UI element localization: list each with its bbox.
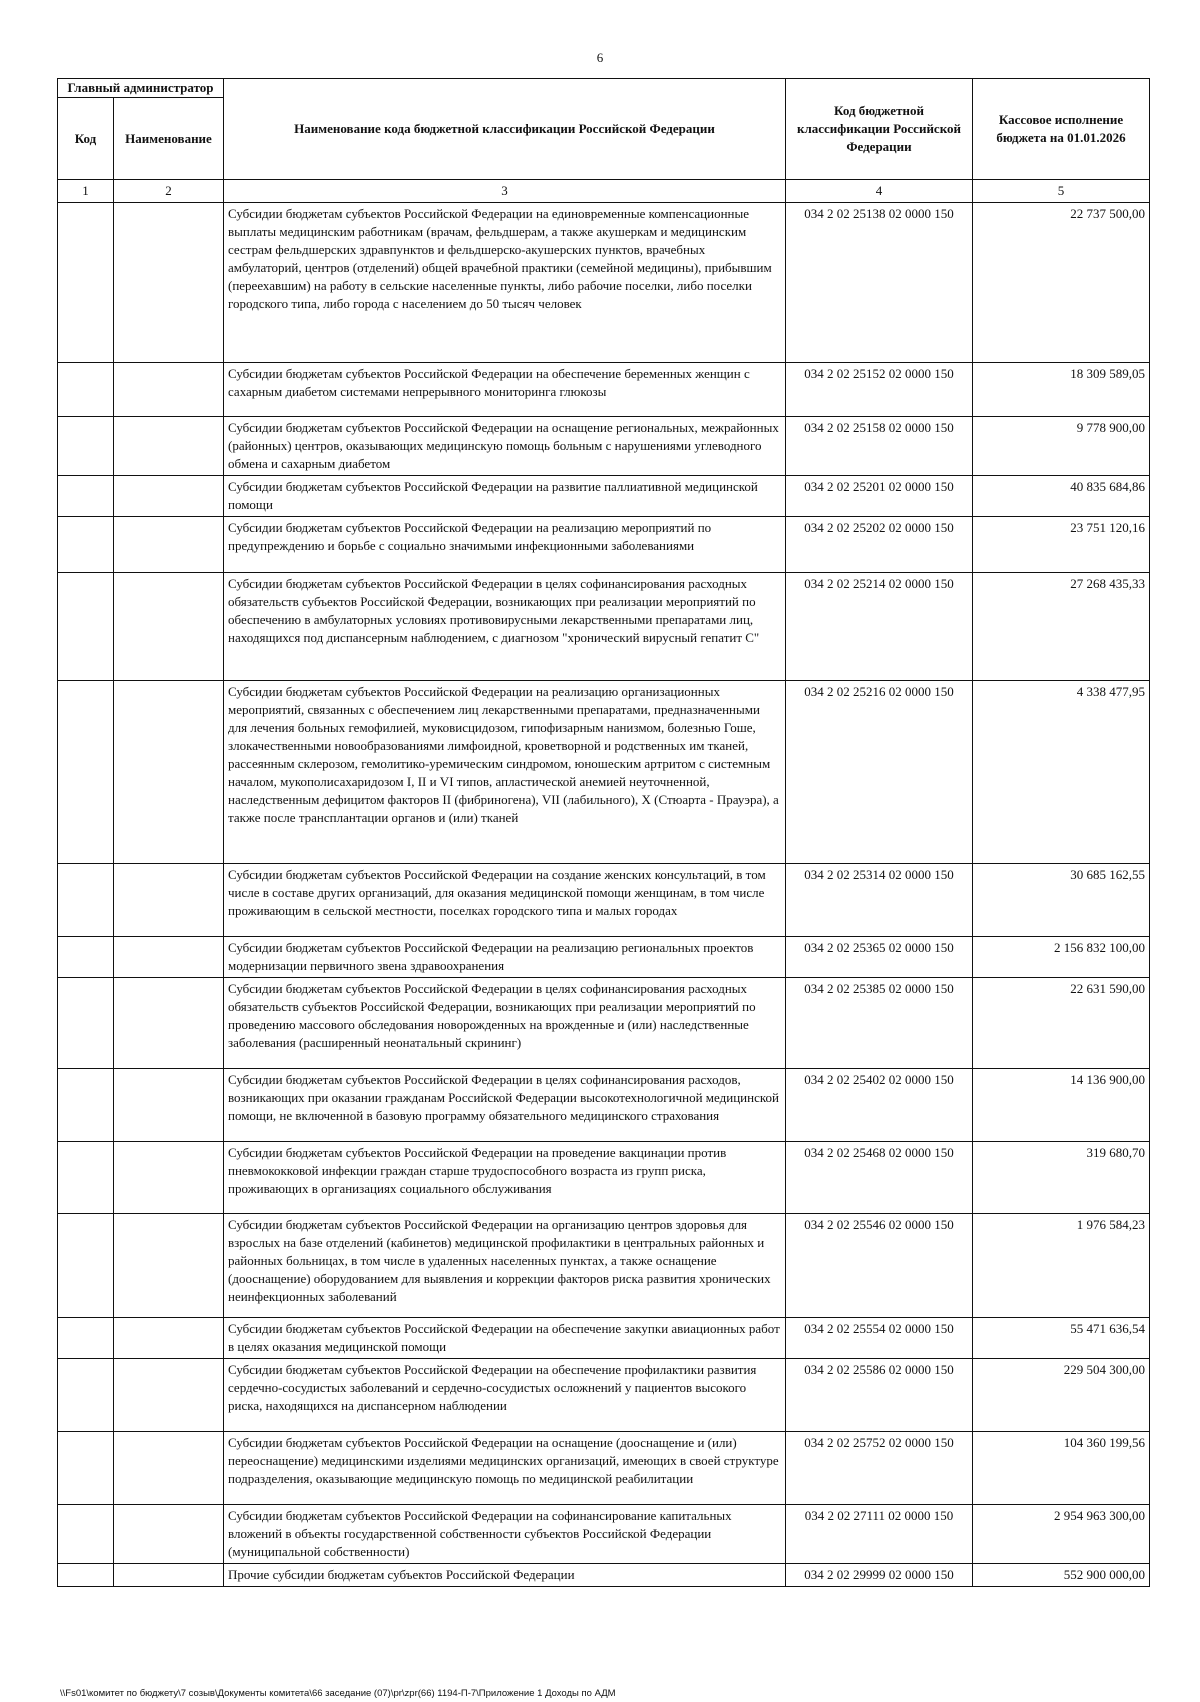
admin-code-cell <box>58 203 114 363</box>
header-classification-name: Наименование кода бюджетной классификации Российской Федерации <box>224 79 786 180</box>
table-row <box>58 476 1150 517</box>
classification-name-cell: Субсидии бюджетам субъектов Российской Федерации на оснащение (дооснащение и (или) переоснащение) медицинскими изделиями медицинских организаций, имеющих в своей структуре подразделения, оказывающие медицинскую помощь по медицинской реабилитации <box>224 1432 786 1505</box>
execution-amount-cell: 55 471 636,54 <box>973 1318 1150 1359</box>
classification-code-cell: 034 2 02 25468 02 0000 150 <box>786 1142 973 1214</box>
table-row <box>58 203 1150 363</box>
classification-name-cell: Прочие субсидии бюджетам субъектов Российской Федерации <box>224 1564 786 1587</box>
table-row <box>58 978 1150 1069</box>
classification-name-cell: Субсидии бюджетам субъектов Российской Федерации на проведение вакцинации против пневмококковой инфекции граждан старше трудоспособного возраста из групп риска, проживающих в организациях социального обслуживания <box>224 1142 786 1214</box>
table-row <box>58 573 1150 681</box>
execution-amount-cell: 229 504 300,00 <box>973 1359 1150 1432</box>
table-row <box>58 681 1150 864</box>
admin-code-cell <box>58 476 114 517</box>
admin-name-cell <box>114 517 224 573</box>
classification-code-cell: 034 2 02 25152 02 0000 150 <box>786 363 973 417</box>
classification-code-cell: 034 2 02 25752 02 0000 150 <box>786 1432 973 1505</box>
admin-name-cell <box>114 363 224 417</box>
execution-amount-cell: 2 156 832 100,00 <box>973 937 1150 978</box>
classification-name-cell: Субсидии бюджетам субъектов Российской Федерации на обеспечение профилактики развития сердечно-сосудистых заболеваний и сердечно-сосудистых осложнений у пациентов высокого риска, находящихся на диспансерном наблюдении <box>224 1359 786 1432</box>
footer-file-path: \\Fs01\комитет по бюджету\7 созыв\Документы комитета\66 заседание (07)\pr\zpr(66) 1194-П-7\Приложение 1 Доходы по АДМ <box>60 1688 616 1699</box>
column-number: 5 <box>973 180 1150 203</box>
execution-amount-cell: 22 737 500,00 <box>973 203 1150 363</box>
admin-code-cell <box>58 978 114 1069</box>
header-name: Наименование <box>114 98 224 180</box>
admin-name-cell <box>114 1505 224 1564</box>
admin-name-cell <box>114 1142 224 1214</box>
classification-code-cell: 034 2 02 25201 02 0000 150 <box>786 476 973 517</box>
admin-name-cell <box>114 573 224 681</box>
execution-amount-cell: 104 360 199,56 <box>973 1432 1150 1505</box>
classification-name-cell: Субсидии бюджетам субъектов Российской Федерации на оснащение региональных, межрайонных (районных) центров, оказывающих медицинскую помощь больным с нарушениями углеводного обмена и сахарным диабетом <box>224 417 786 476</box>
classification-code-cell: 034 2 02 25214 02 0000 150 <box>786 573 973 681</box>
admin-code-cell <box>58 1318 114 1359</box>
classification-name-cell: Субсидии бюджетам субъектов Российской Федерации в целях софинансирования расходных обязательств субъектов Российской Федерации, возникающих при реализации мероприятий по обеспечению в амбулаторных условиях противовирусными лекарственными препаратами лиц, находящихся под диспансерным наблюдением, с диагнозом "хронический вирусный гепатит С" <box>224 573 786 681</box>
admin-name-cell <box>114 864 224 937</box>
table-row <box>58 417 1150 476</box>
execution-amount-cell: 552 900 000,00 <box>973 1564 1150 1587</box>
admin-name-cell <box>114 681 224 864</box>
classification-code-cell: 034 2 02 25138 02 0000 150 <box>786 203 973 363</box>
classification-code-cell: 034 2 02 27111 02 0000 150 <box>786 1505 973 1564</box>
classification-code-cell: 034 2 02 25216 02 0000 150 <box>786 681 973 864</box>
admin-code-cell <box>58 517 114 573</box>
execution-amount-cell: 2 954 963 300,00 <box>973 1505 1150 1564</box>
table-row <box>58 1564 1150 1587</box>
classification-code-cell: 034 2 02 25202 02 0000 150 <box>786 517 973 573</box>
classification-name-cell: Субсидии бюджетам субъектов Российской Федерации на обеспечение закупки авиационных работ в целях оказания медицинской помощи <box>224 1318 786 1359</box>
table-row <box>58 1318 1150 1359</box>
execution-amount-cell: 1 976 584,23 <box>973 1214 1150 1318</box>
execution-amount-cell: 14 136 900,00 <box>973 1069 1150 1142</box>
table-row <box>58 1069 1150 1142</box>
execution-amount-cell: 4 338 477,95 <box>973 681 1150 864</box>
classification-name-cell: Субсидии бюджетам субъектов Российской Федерации на обеспечение беременных женщин с сахарным диабетом системами непрерывного мониторинга глюкозы <box>224 363 786 417</box>
execution-amount-cell: 27 268 435,33 <box>973 573 1150 681</box>
classification-code-cell: 034 2 02 25385 02 0000 150 <box>786 978 973 1069</box>
header-classification-code: Код бюджетной классификации Российской Федерации <box>786 79 973 180</box>
table-row <box>58 1432 1150 1505</box>
admin-name-cell <box>114 978 224 1069</box>
admin-code-cell <box>58 1432 114 1505</box>
header-main-admin: Главный администратор <box>58 79 224 98</box>
classification-name-cell: Субсидии бюджетам субъектов Российской Федерации на софинансирование капитальных вложений в объекты государственной собственности субъектов Российской Федерации (муниципальной собственности) <box>224 1505 786 1564</box>
admin-code-cell <box>58 1142 114 1214</box>
admin-name-cell <box>114 1318 224 1359</box>
table-row <box>58 1142 1150 1214</box>
classification-code-cell: 034 2 02 25554 02 0000 150 <box>786 1318 973 1359</box>
classification-code-cell: 034 2 02 25586 02 0000 150 <box>786 1359 973 1432</box>
classification-name-cell: Субсидии бюджетам субъектов Российской Федерации на реализацию мероприятий по предупреждению и борьбе с социально значимыми инфекционными заболеваниями <box>224 517 786 573</box>
admin-name-cell <box>114 203 224 363</box>
admin-code-cell <box>58 1505 114 1564</box>
admin-code-cell <box>58 1214 114 1318</box>
classification-name-cell: Субсидии бюджетам субъектов Российской Федерации в целях софинансирования расходов, возникающих при оказании гражданам Российской Федерации высокотехнологичной медицинской помощи, не включенной в базовую программу обязательного медицинского страхования <box>224 1069 786 1142</box>
admin-name-cell <box>114 476 224 517</box>
admin-name-cell <box>114 417 224 476</box>
execution-amount-cell: 319 680,70 <box>973 1142 1150 1214</box>
admin-name-cell <box>114 1359 224 1432</box>
admin-name-cell <box>114 937 224 978</box>
admin-name-cell <box>114 1069 224 1142</box>
admin-name-cell <box>114 1432 224 1505</box>
header-code: Код <box>58 98 114 180</box>
table-row <box>58 363 1150 417</box>
execution-amount-cell: 18 309 589,05 <box>973 363 1150 417</box>
admin-name-cell <box>114 1214 224 1318</box>
table-row <box>58 1505 1150 1564</box>
admin-code-cell <box>58 1564 114 1587</box>
classification-code-cell: 034 2 02 25402 02 0000 150 <box>786 1069 973 1142</box>
table-row <box>58 1214 1150 1318</box>
classification-code-cell: 034 2 02 29999 02 0000 150 <box>786 1564 973 1587</box>
table-row <box>58 517 1150 573</box>
admin-code-cell <box>58 1359 114 1432</box>
table-row <box>58 937 1150 978</box>
classification-code-cell: 034 2 02 25314 02 0000 150 <box>786 864 973 937</box>
admin-code-cell <box>58 417 114 476</box>
admin-name-cell <box>114 1564 224 1587</box>
execution-amount-cell: 23 751 120,16 <box>973 517 1150 573</box>
execution-amount-cell: 22 631 590,00 <box>973 978 1150 1069</box>
classification-name-cell: Субсидии бюджетам субъектов Российской Федерации на единовременные компенсационные выплаты медицинским работникам (врачам, фельдшерам, а также акушеркам и медицинским сестрам фельдшерских здравпунктов и фельдшерско-акушерских пунктов, врачебных амбулаторий, центров (отделений) общей врачебной практики (семейной медицины), прибывшим (переехавшим) на работу в сельские населенные пункты, либо рабочие поселки, либо поселки городского типа, либо города с населением до 50 тысяч человек <box>224 203 786 363</box>
classification-name-cell: Субсидии бюджетам субъектов Российской Федерации в целях софинансирования расходных обязательств субъектов Российской Федерации, возникающих при реализации мероприятий по проведению массового обследования новорожденных на врожденные и (или) наследственные заболевания (расширенный неонатальный скрининг) <box>224 978 786 1069</box>
classification-name-cell: Субсидии бюджетам субъектов Российской Федерации на развитие паллиативной медицинской помощи <box>224 476 786 517</box>
admin-code-cell <box>58 573 114 681</box>
classification-code-cell: 034 2 02 25365 02 0000 150 <box>786 937 973 978</box>
admin-code-cell <box>58 937 114 978</box>
column-number: 4 <box>786 180 973 203</box>
column-number: 1 <box>58 180 114 203</box>
budget-table <box>57 78 1150 1587</box>
table-row <box>58 864 1150 937</box>
column-number: 3 <box>224 180 786 203</box>
admin-code-cell <box>58 1069 114 1142</box>
classification-name-cell: Субсидии бюджетам субъектов Российской Федерации на реализацию организационных мероприятий, связанных с обеспечением лиц лекарственными препаратами, предназначенными для лечения больных гемофилией, муковисцидозом, гипофизарным нанизмом, болезнью Гоше, злокачественными новообразованиями лимфоидной, кроветворной и родственных им тканей, рассеянным склерозом, гемолитико-уремическим синдромом, юношеским артритом с системным началом, мукополисахаридозом I, II и VI типов, апластической анемией неуточненной, наследственным дефицитом факторов II (фибриногена), VII (лабильного), X (Стюарта - Прауэра), а также после трансплантации органов и (или) тканей <box>224 681 786 864</box>
page-number: 6 <box>596 50 604 65</box>
column-number: 2 <box>114 180 224 203</box>
execution-amount-cell: 30 685 162,55 <box>973 864 1150 937</box>
classification-code-cell: 034 2 02 25158 02 0000 150 <box>786 417 973 476</box>
admin-code-cell <box>58 864 114 937</box>
classification-name-cell: Субсидии бюджетам субъектов Российской Федерации на организацию центров здоровья для взрослых на базе отделений (кабинетов) медицинской профилактики в центральных районных и районных больницах, в том числе в удаленных населенных пунктах, а также оснащение (дооснащение) оборудованием для выявления и коррекции факторов риска развития хронических неинфекционных заболеваний <box>224 1214 786 1318</box>
execution-amount-cell: 40 835 684,86 <box>973 476 1150 517</box>
execution-amount-cell: 9 778 900,00 <box>973 417 1150 476</box>
header-execution: Кассовое исполнение бюджета на 01.01.2026 <box>973 79 1150 180</box>
classification-code-cell: 034 2 02 25546 02 0000 150 <box>786 1214 973 1318</box>
admin-code-cell <box>58 363 114 417</box>
classification-name-cell: Субсидии бюджетам субъектов Российской Федерации на создание женских консультаций, в том числе в составе других организаций, для оказания медицинской помощи женщинам, в том числе проживающим в сельской местности, поселках городского типа и малых городах <box>224 864 786 937</box>
table-row <box>58 1359 1150 1432</box>
admin-code-cell <box>58 681 114 864</box>
classification-name-cell: Субсидии бюджетам субъектов Российской Федерации на реализацию региональных проектов модернизации первичного звена здравоохранения <box>224 937 786 978</box>
